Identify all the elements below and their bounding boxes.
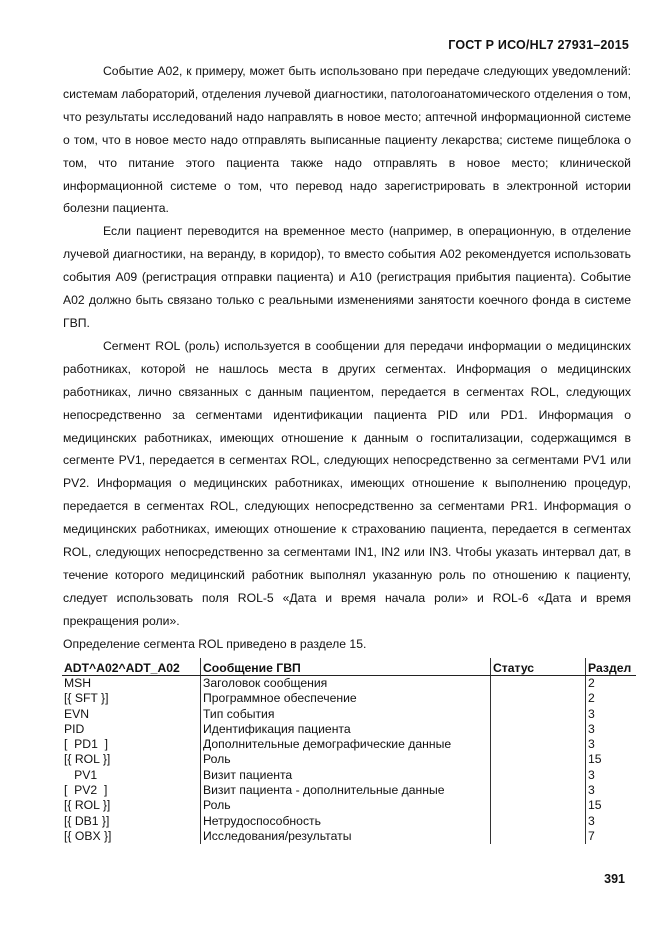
status-cell [491, 752, 586, 767]
description-cell: Роль [201, 798, 491, 813]
table-row [62, 768, 636, 783]
table-row [62, 737, 636, 752]
status-cell [491, 783, 586, 798]
section-cell: 7 [586, 829, 637, 844]
section-cell: 15 [586, 752, 637, 767]
table-row [62, 691, 636, 706]
description-cell: Исследования/результаты [201, 829, 491, 844]
section-cell: 3 [586, 814, 637, 829]
description-cell: Нетрудоспособность [201, 814, 491, 829]
segment-cell: [{ SFT }] [64, 691, 109, 706]
status-cell [491, 814, 586, 829]
description-cell: Программное обеспечение [201, 691, 491, 706]
description-cell: Заголовок сообщения [201, 676, 491, 692]
segment-cell: [{ ROL }] [64, 752, 111, 767]
section-cell: 3 [586, 783, 637, 798]
section-cell: 15 [586, 798, 637, 813]
segment-cell: PV1 [64, 767, 98, 782]
paragraph-rol-definition: Определение сегмента ROL приведено в разделе 15. [63, 636, 367, 651]
segment-cell: [{ OBX }] [64, 828, 112, 843]
description-cell: Дополнительные демографические данные [201, 737, 491, 752]
status-cell [491, 676, 586, 692]
segment-cell: PID [64, 721, 85, 736]
status-cell [491, 737, 586, 752]
body-text [63, 60, 631, 656]
status-cell [491, 707, 586, 722]
table-row [62, 798, 636, 813]
table-row [62, 707, 636, 722]
segment-cell: [ PD1 ] [64, 737, 109, 752]
segment-cell: [ PV2 ] [64, 783, 108, 798]
table-row [62, 722, 636, 737]
status-cell [491, 691, 586, 706]
status-cell [491, 798, 586, 813]
table-row [62, 676, 636, 692]
section-cell: 2 [586, 676, 637, 692]
status-cell [491, 829, 586, 844]
description-cell: Тип события [201, 707, 491, 722]
col-header-message-type: ADT^A02^ADT_A02 [62, 658, 201, 676]
table-row [62, 783, 636, 798]
segment-cell: [{ ROL }] [64, 798, 111, 813]
description-cell: Роль [201, 752, 491, 767]
section-cell: 3 [586, 722, 637, 737]
paragraph-temporary-location: Если пациент переводится на временное место (например, в операционную, в отделение лучевой диагностики, на веранду, в коридор), то вместо события A02 рекомендуется использовать события A09 (регистрация отправки пациента) и A10 (регистрация прибытия пациента). Событие A02 должно быть связано только с реальными изменениями занятости коечного фонда в системе ГВП. [63, 224, 631, 330]
description-cell: Визит пациента - дополнительные данные [201, 783, 491, 798]
section-cell: 3 [586, 707, 637, 722]
col-header-message: Сообщение ГВП [201, 658, 491, 676]
col-header-status: Статус [491, 658, 586, 676]
paragraph-event-a02: Событие A02, к примеру, может быть использовано при передаче следующих уведомлений: системам лабораторий, отделения лучевой диагностики, патологоанатомического отделения о том, что результаты исследований надо направлять в новое место; аптечной информационной системе о том, что в новое место надо отправлять выписанные пациенту лекарства; системе пищеблока о том, что питание этого пациента также надо отправлять в новое место; клинической информационной системе о том, что перевод надо зарегистрировать в электронной истории болезни пациента. [63, 64, 631, 216]
page-number: 391 [604, 872, 625, 886]
description-cell: Идентификация пациента [201, 722, 491, 737]
section-cell: 2 [586, 691, 637, 706]
section-cell: 3 [586, 768, 637, 783]
status-cell [491, 722, 586, 737]
col-header-section: Раздел [586, 658, 637, 676]
table-row [62, 814, 636, 829]
paragraph-rol-segment: Сегмент ROL (роль) используется в сообщении для передачи информации о медицинских работниках, которой не нашлось места в других сегментах. Информация о медицинских работниках, лично связанных с данным пациентом, передается в сегментах ROL, следующих непосредственно за сегментами идентификации пациента PID или PD1. Информация о медицинских работниках, имеющих отношение к данным о госпитализации, содержащимся в сегменте PV1, передается в сегментах ROL, следующих непосредственно за сегментами PV1 или PV2. Информация о медицинских работниках, имеющих отношение к выполнению процедур, передается в сегментах ROL, следующих непосредственно за сегментами PR1. Информация о медицинских работниках, имеющих отношение к страхованию пациента, передается в сегментах ROL, следующих непосредственно за сегментами IN1, IN2 или IN3. Чтобы указать интервал дат, в течение которого медицинский работник выполнял указанную роль по отношению к пациенту, следует использовать поля ROL-5 «Дата и время начала роли» и ROL-6 «Дата и время прекращения роли». [63, 338, 631, 628]
table-header-row [62, 658, 636, 676]
segment-cell: MSH [64, 676, 92, 690]
status-cell [491, 768, 586, 783]
message-structure-table [62, 658, 636, 844]
table-row [62, 752, 636, 767]
table-row [62, 829, 636, 844]
segment-cell: [{ DB1 }] [64, 813, 110, 828]
segment-cell: EVN [64, 706, 90, 721]
document-header: ГОСТ Р ИСО/HL7 27931–2015 [448, 38, 629, 52]
section-cell: 3 [586, 737, 637, 752]
description-cell: Визит пациента [201, 768, 491, 783]
